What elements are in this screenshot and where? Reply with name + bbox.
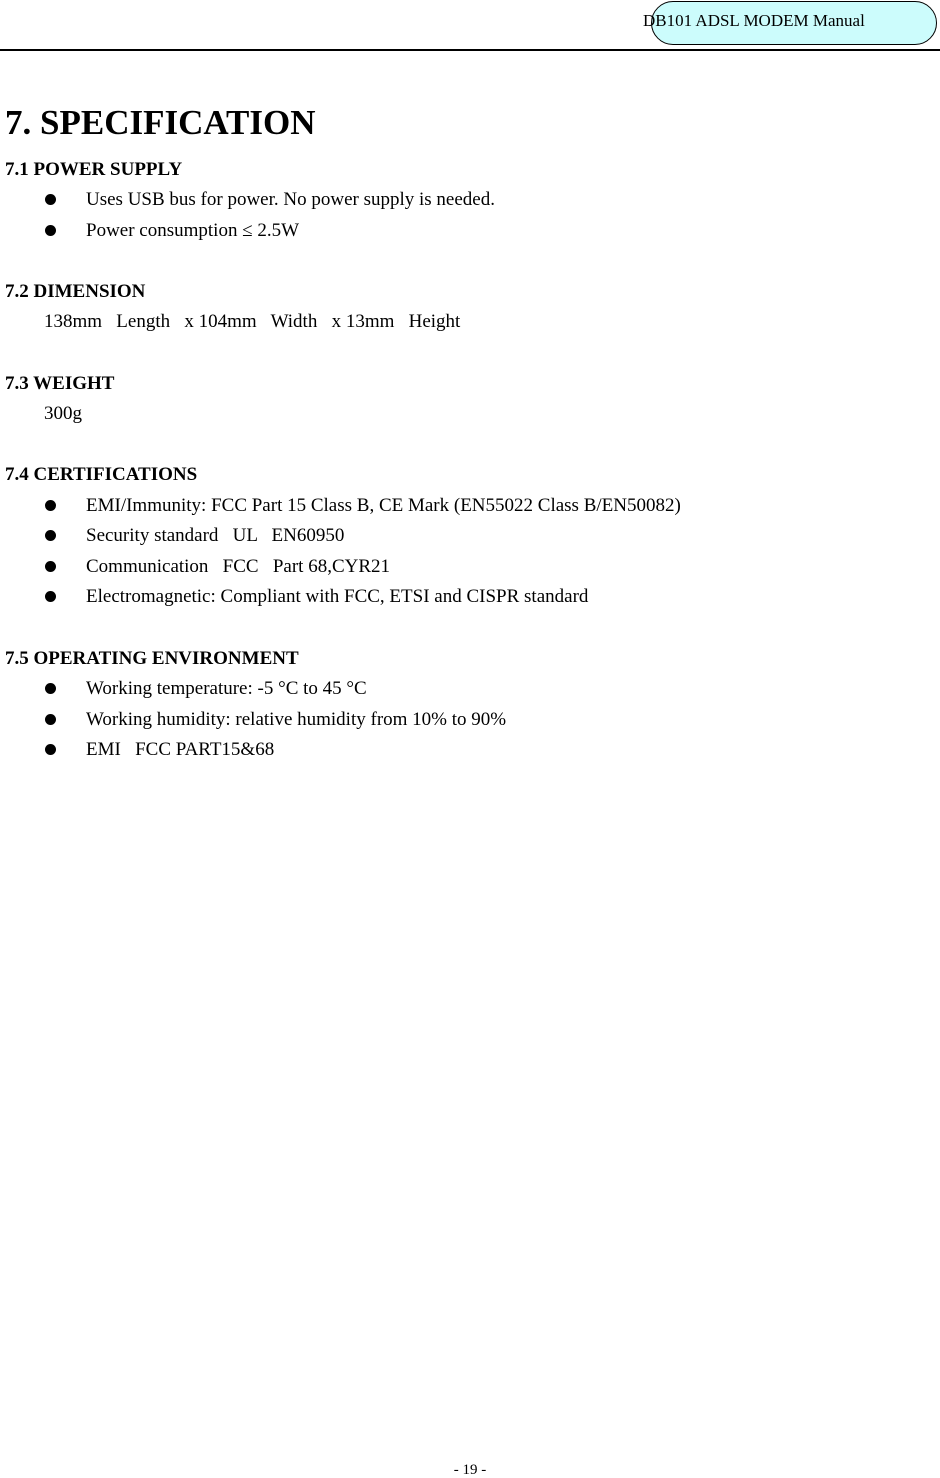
bullet-icon bbox=[45, 530, 56, 541]
bullet-icon bbox=[45, 225, 56, 236]
bullet-icon bbox=[45, 561, 56, 572]
list-item bbox=[0, 586, 900, 608]
dimension-text: 138mm Length x 104mm Width x 13mm Height bbox=[44, 311, 461, 332]
chapter-title: 7. SPECIFICATION bbox=[5, 103, 316, 142]
header-title: DB101 ADSL MODEM Manual bbox=[643, 11, 865, 30]
list-item bbox=[0, 709, 900, 731]
list-item-text: EMI/Immunity: FCC Part 15 Class B, CE Mark (EN55022 Class B/EN50082) bbox=[86, 495, 681, 516]
list-item-text: Working humidity: relative humidity from 10% to 90% bbox=[86, 709, 507, 730]
page-number: - 19 - bbox=[453, 1462, 487, 1478]
list-item-text: Electromagnetic: Compliant with FCC, ETSI and CISPR standard bbox=[86, 586, 589, 607]
list-item bbox=[0, 220, 900, 242]
section-title-operating-environment: 7.5 OPERATING ENVIRONMENT bbox=[5, 648, 299, 669]
section-title-certifications: 7.4 CERTIFICATIONS bbox=[5, 464, 198, 485]
section-title-power-supply: 7.1 POWER SUPPLY bbox=[5, 159, 183, 180]
list-item-text: Uses USB bus for power. No power supply is needed. bbox=[86, 189, 495, 210]
bullet-icon bbox=[45, 194, 56, 205]
bullet-icon bbox=[45, 591, 56, 602]
bullet-icon bbox=[45, 714, 56, 725]
bullet-icon bbox=[45, 683, 56, 694]
list-item bbox=[0, 189, 900, 211]
list-item-text: Working temperature: -5 °C to 45 °C bbox=[86, 678, 367, 699]
section-title-dimension: 7.2 DIMENSION bbox=[5, 281, 146, 302]
header-rule bbox=[0, 49, 940, 51]
list-item bbox=[0, 556, 900, 578]
list-item bbox=[0, 678, 900, 700]
list-item bbox=[0, 525, 900, 547]
list-item-text: EMI FCC PART15&68 bbox=[86, 739, 275, 760]
list-item bbox=[0, 739, 900, 761]
list-item-text: Communication FCC Part 68,CYR21 bbox=[86, 556, 391, 577]
bullet-icon bbox=[45, 500, 56, 511]
section-title-weight: 7.3 WEIGHT bbox=[5, 373, 115, 394]
list-item bbox=[0, 495, 900, 517]
bullet-icon bbox=[45, 744, 56, 755]
weight-text: 300g bbox=[44, 403, 82, 424]
list-item-text: Power consumption ≤ 2.5W bbox=[86, 220, 300, 241]
list-item-text: Security standard UL EN60950 bbox=[86, 525, 345, 546]
